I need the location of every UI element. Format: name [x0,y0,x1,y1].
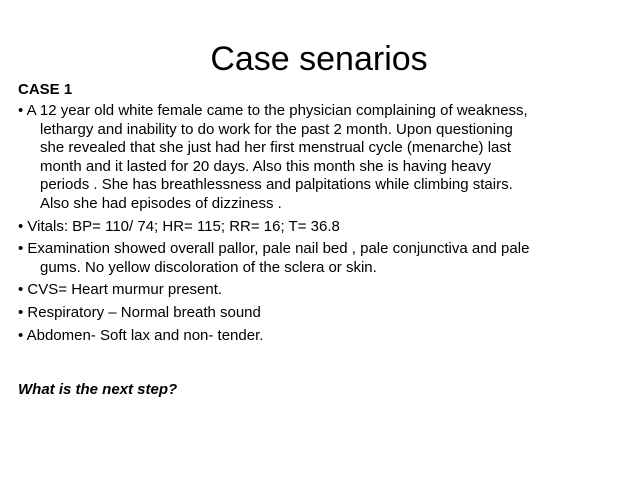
vitals-bullet: • Vitals: BP= 110/ 74; HR= 115; RR= 16; T= 36.8 [18,217,340,235]
slide-title: Case senarios [210,40,428,78]
history-bullet: • A 12 year old white female came to the physician complaining of weakness, lethargy and inability to do work for the past 2 month. Upon questioning she revealed that she just had her first menstrual cycle (menarche) last month and it lasted for 20 days. Also this month she is having heavy periods . She has breathlessness and palpitations while climbing stairs. Also she had episodes of dizziness . [18,102,528,212]
question-prompt: What is the next step? [18,381,178,398]
cvs-bullet: • CVS= Heart murmur present. [18,281,223,299]
abdomen-bullet: • Abdomen- Soft lax and non- tender. [18,326,264,344]
case-details-list [18,102,628,349]
examination-bullet: • Examination showed overall pallor, pale nail bed , pale conjunctiva and pale gums. No yellow discoloration of the sclera or skin. [18,240,530,276]
case-label: CASE 1 [18,81,73,98]
respiratory-bullet: • Respiratory – Normal breath sound [18,303,261,321]
